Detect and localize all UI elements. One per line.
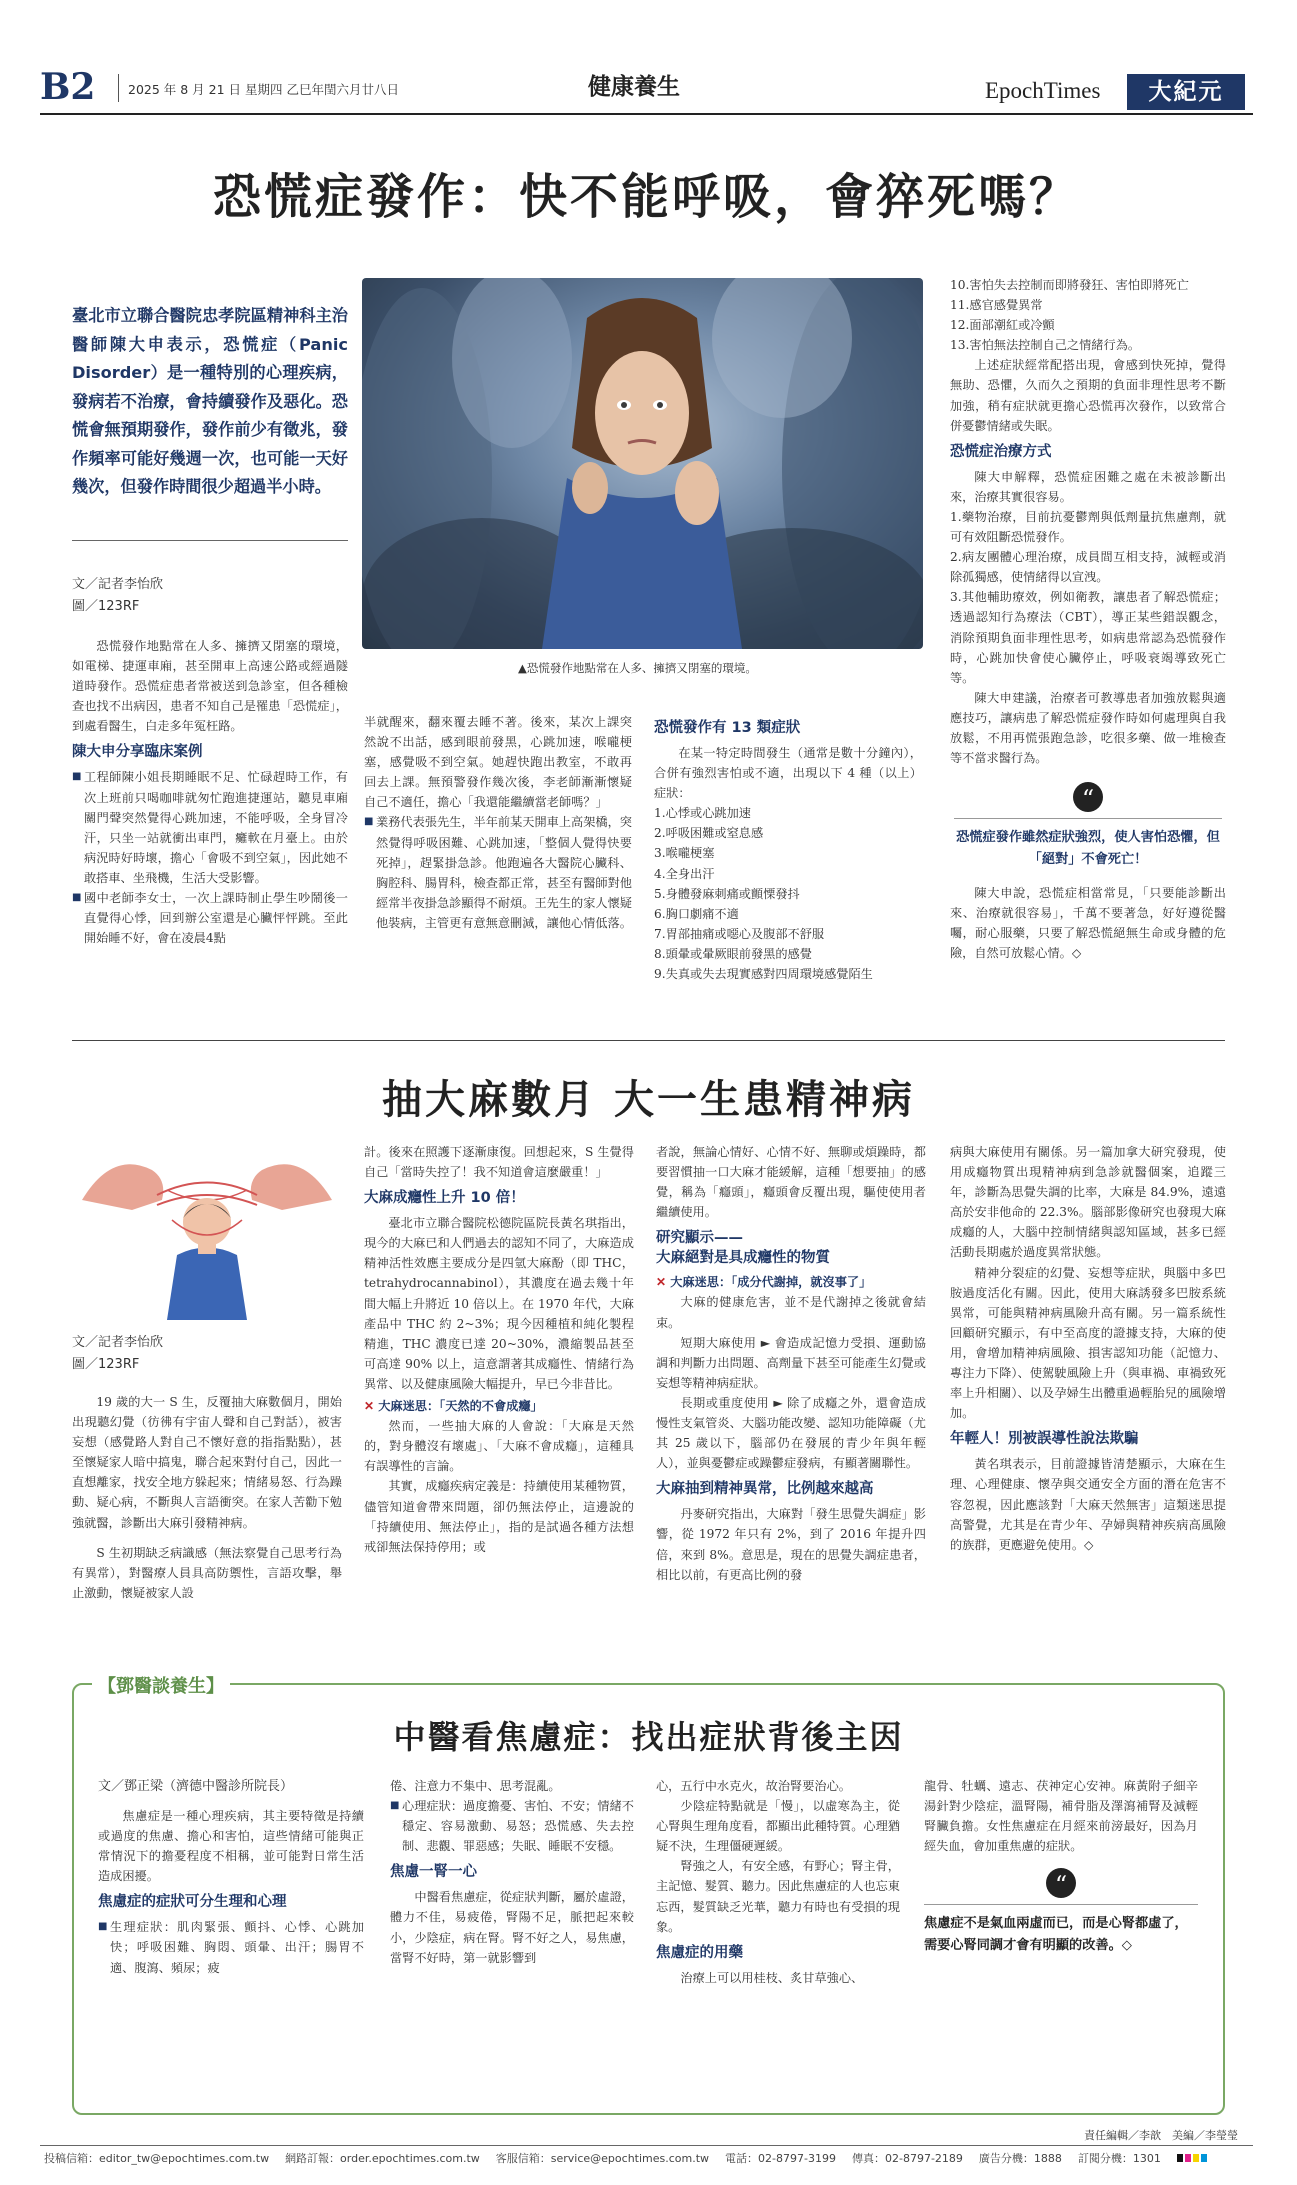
order-url: 網路訂報：order.epochtimes.com.tw xyxy=(285,2152,480,2165)
case-item: ■ 工程師陳小姐長期睡眠不足、忙碌趕時工作，有次上班前只喝咖啡就匆忙跑進捷運站，聽見車廂關門聲突然覺得心跳加速，不能呼吸，全身冒冷汗，只坐一站就衝出車門，癱軟在月臺上。由於病況時好時壞，擔心「會吸不到空氣」，因此她不敢搭車、坐飛機，生活大受影響。 xyxy=(72,767,348,888)
editors-credit: 責任編輯／李歆 美編／李瑩瑩 xyxy=(1084,2129,1238,2142)
paragraph: 精神分裂症的幻覺、妄想等症狀，與腦中多巴胺過度活化有關。因此，使用大麻誘發多巴胺系統異常，可能與精神病風險升高有關。另一篇系統性回顧研究顯示，有中至高度的證據支持，大麻的使用，會增加精神病風險、損害認知功能（記憶力、專注力下降）、使駕駛風險上升（與車禍、車禍致死率上升相關）、以及孕婦生出體重過輕胎兒的風險增加。 xyxy=(950,1265,1226,1421)
subheading: 焦慮症的用藥 xyxy=(656,1944,743,1961)
article2-illustration xyxy=(72,1140,342,1320)
article3-byline: 文／鄧正梁（濟德中醫診所院長） xyxy=(98,1779,294,1794)
subheading: 陳大申分享臨床案例 xyxy=(72,744,203,761)
symptom-item: 8.頭暈或暈厥眼前發黑的感覺 xyxy=(654,946,812,961)
photo-credit: 圖／123RF xyxy=(72,1357,140,1372)
case-item: ■ 業務代表張先生，半年前某天開車上高架橋，突然覺得呼吸困難、心跳加速，「整個人覺得快要死掉」，趕緊掛急診。他跑遍各大醫院心臟科、胸腔科、腸胃科，檢查都正常，甚至有醫師對他經常半夜掛急診顯得不耐煩。王先生的家人懷疑他裝病，主管更有意無意刪減，讓他心情低落。 xyxy=(364,812,632,933)
paragraph: 19 歲的大一 S 生，反覆抽大麻數個月，開始出現聽幻覺（彷彿有宇宙人聲和自己對話），被害妄想（感覺路人對自己不懷好意的指指點點），甚至懷疑家人暗中搞鬼，聯合起來對付自己，因此一直想離家，找安全地方躲起來；情緒易怒、行為躁動、疑心病，不斷與人言語衝突。在家人苦勸下勉強就醫，診斷出大麻引發精神病。 xyxy=(72,1395,342,1530)
symptom-list xyxy=(654,803,922,984)
color-bars xyxy=(1177,2150,1207,2166)
article1-column-3 xyxy=(654,718,922,984)
column-tag: 【鄧醫談養生】 xyxy=(92,1672,230,1698)
paragraph: 其實，成癮疾病定義是：持續使用某種物質，儘管知道會帶來問題，卻仍無法停止，這邊說的「持續使用、無法停止」，指的是試過各種方法想戒卻無法保持停用；或 xyxy=(364,1479,634,1554)
header-divider xyxy=(118,74,119,102)
symptom-item: 3.喉嚨梗塞 xyxy=(654,846,715,861)
article1-column-2 xyxy=(364,712,632,933)
paragraph: 少陰症特點就是「慢」，以虛寒為主，從心腎與生理角度看，都顯出此種特質。心理猶疑不決，生理僵硬遲緩。 xyxy=(656,1799,900,1854)
service-email: 客服信箱：service@epochtimes.com.tw xyxy=(495,2152,710,2165)
page-header xyxy=(0,0,1297,120)
paragraph: S 生初期缺乏病識感（無法察覺自己思考行為有異常），對醫療人員具高防禦性，言語攻擊，舉止激動，懷疑被家人設 xyxy=(72,1545,342,1600)
article2-headline: 抽大麻數月 大一生患精神病 xyxy=(382,1076,915,1123)
article3-headline: 中醫看焦慮症：找出症狀背後主因 xyxy=(393,1718,904,1756)
article1-column-1 xyxy=(72,636,348,948)
paragraph: 者說，無論心情好、心情不好、無聊或煩躁時，都要習慣抽一口大麻才能緩解，這種「想要抽」的感覺，稱為「癮頭」，癮頭會反覆出現，驅使使用者繼續使用。 xyxy=(656,1145,926,1220)
article2-column-2 xyxy=(364,1142,634,1557)
paragraph: 中醫看焦慮症，從症狀判斷，屬於虛證，體力不佳，易疲倦，腎陽不足，脈把起來較小，少陰症，病在腎。腎不好之人，易焦慮，當腎不好時，第一就影響到 xyxy=(390,1890,634,1965)
quote-icon: “ xyxy=(1046,1868,1076,1898)
fax: 傳真：02-8797-2189 xyxy=(851,2152,963,2165)
ad-ext: 廣告分機：1888 xyxy=(978,2152,1062,2165)
author: 文／記者李怡欣 xyxy=(72,577,164,592)
paragraph: 焦慮症是一種心理疾病，其主要特徵是持續或過度的焦慮、擔心和害怕，這些情緒可能與正常情況下的擔憂程度不相稱，並可能對日常生活造成困擾。 xyxy=(98,1809,364,1884)
treatment-item: 2.病友團體心理治療，成員間互相支持，減輕或消除孤獨感，使情緒得以宣洩。 xyxy=(950,550,1226,585)
section-divider xyxy=(72,1040,1225,1041)
photo-credit: 圖／123RF xyxy=(72,599,140,614)
phone: 電話：02-8797-3199 xyxy=(725,2152,836,2165)
paragraph: 心，五行中水克火，故治腎要治心。 xyxy=(656,1779,851,1793)
paragraph: 長期或重度使用 ► 除了成癮之外，還會造成慢性支氣管炎、大腦功能改變、認知功能障礙（尤其 25 歲以下，腦部仍在發展的青少年與年輕人），並與憂鬱症或躁鬱症發病，有顯著關聯性。 xyxy=(656,1395,926,1471)
symptom-item: 12.面部潮紅或冷顫 xyxy=(950,318,1055,333)
paragraph: 恐慌發作地點常在人多、擁擠又閉塞的環境，如電梯、捷運車廂，甚至開車上高速公路或經過隧道時發作。恐慌症患者常被送到急診室，但各種檢查也找不出病因，患者不知自己是罹患「恐慌症」，到處看醫生，白走多年冤枉路。 xyxy=(72,639,348,734)
paragraph: 短期大麻使用 ► 會造成記憶力受損、運動協調和判斷力出問題、高劑量下甚至可能產生幻覺或妄想等精神病症狀。 xyxy=(656,1335,926,1390)
article2-column-1 xyxy=(72,1392,342,1603)
article1-photo xyxy=(362,278,923,649)
article3-column-2 xyxy=(390,1776,634,1968)
paragraph: 倦、注意力不集中、思考混亂。 xyxy=(390,1779,561,1793)
header-rule xyxy=(40,113,1253,115)
symptom-item: 9.失真或失去現實感對四周環境感覺陌生 xyxy=(654,967,873,982)
symptom-item: 5.身體發麻刺痛或顫慄發抖 xyxy=(654,886,800,901)
treatment-list xyxy=(950,507,1226,688)
section-title: 健康養生 xyxy=(588,73,680,100)
page-number: B2 xyxy=(40,66,96,108)
symptom-item: 7.胃部抽痛或噁心及腹部不舒服 xyxy=(654,926,825,941)
paragraph: 陳大申說，恐慌症相當常見，「只要能診斷出來、治療就很容易」，千萬不要著急，好好遵從醫囑，耐心服藥，只要了解恐慌絕無生命或身體的危險，自然可放鬆心情。◇ xyxy=(950,886,1226,961)
symptom-item: 11.感官感覺異常 xyxy=(950,298,1043,313)
subheading: 大麻抽到精神異常，比例越來越高 xyxy=(656,1481,874,1498)
subheading-line: 研究顯示—— xyxy=(656,1230,743,1247)
subheading-line: 大麻絕對是具成癮性的物質 xyxy=(656,1250,830,1267)
symptom-item: 13.害怕無法控制自己之情緒行為。 xyxy=(950,338,1141,353)
pull-quote xyxy=(954,782,1222,871)
symptom-item: 6.胸口劇痛不適 xyxy=(654,906,739,921)
article3-column-3 xyxy=(656,1776,900,1988)
article2-column-4 xyxy=(950,1142,1226,1555)
myth-text: 大麻迷思：「天然的不會成癮」 xyxy=(378,1399,543,1414)
paragraph: 臺北市立聯合醫院松德院區院長黃名琪指出，現今的大麻已和人們過去的認知不同了，大麻造成精神活性效應主要成分是四氫大麻酚（即 THC，tetrahydrocannabinol），其濃度在過去幾十年間大幅上升將近 10 倍以上。在 1970 年代，大麻產品中 THC 約 2~3%；現今因種植和純化製程精進，THC 濃度已達 20~30%，濃縮製品甚至可高達 90% 以上，這意謂著其成癮性、情緒行為異常、以及健康風險大幅提升，早已今非昔比。 xyxy=(364,1216,634,1391)
paragraph: 上述症狀經常配搭出現，會感到快死掉，覺得無助、恐懼，久而久之預期的負面非理性思考不斷加強，稍有症狀就更擔心恐慌再次發作，以致常合併憂鬱情緒或失眠。 xyxy=(950,358,1226,433)
symptom-item: 10.害怕失去控制而即將發狂、害怕即將死亡 xyxy=(950,278,1189,292)
symptom-item: ■ 生理症狀：肌肉緊張、顫抖、心悸、心跳加快；呼吸困難、胸悶、頭暈、出汗；腸胃不適、腹瀉、頻尿；疲 xyxy=(98,1917,364,1977)
paragraph: 在某一特定時間發生（通常是數十分鐘內），合併有強烈害怕或不適，出現以下 4 種（以上）症狀： xyxy=(654,746,922,801)
sub-ext: 訂閱分機：1301 xyxy=(1077,2152,1161,2165)
brand-logo xyxy=(1127,74,1245,110)
footer-rule xyxy=(40,2145,1253,2146)
brand-name-en: EpochTimes xyxy=(985,78,1101,103)
pull-quote-text: 恐慌症發作雖然症狀強烈，使人害怕恐懼，但「絕對」不會死亡！ xyxy=(956,830,1220,868)
myth-text: 大麻迷思：「成分代謝掉，就沒事了」 xyxy=(670,1275,872,1290)
pull-quote-text: 焦慮症不是氣血兩虛而已，而是心腎都虛了，需要心腎同調才會有明顯的改善。◇ xyxy=(924,1916,1188,1954)
symptom-item: ■ 心理症狀：過度擔憂、害怕、不安；情緒不穩定、容易激動、易怒；恐慌感、失去控制、悲觀、罪惡感；失眠、睡眠不安穩。 xyxy=(390,1796,634,1856)
issue-date: 2025 年 8 月 21 日 星期四 乙巳年閏六月廿八日 xyxy=(128,82,399,97)
pull-quote xyxy=(924,1868,1198,1957)
paragraph: 陳大申解釋，恐慌症困難之處在未被診斷出來，治療其實很容易。 xyxy=(950,469,1226,504)
paragraph: 計。後來在照護下逐漸康復。回想起來，S 生覺得自己「當時失控了！我不知道會這麼嚴重！」 xyxy=(364,1145,634,1180)
subheading: 恐慌症治療方式 xyxy=(950,443,1052,460)
article1-headline: 恐慌症發作：快不能呼吸，會猝死嗎？ xyxy=(212,169,1080,225)
hands-pulling-head-illustration xyxy=(72,1140,342,1320)
author: 文／記者李怡欣 xyxy=(72,1335,164,1350)
paragraph: 黃名琪表示，目前證據皆清楚顯示，大麻在生理、心理健康、懷孕與交通安全方面的潛在危害不容忽視，因此應該對「大麻天然無害」這類迷思提高警覺，尤其是在青少年、孕婦與精神疾病高風險的族群，更應避免使用。◇ xyxy=(950,1457,1226,1552)
symptom-item: 2.呼吸困難或窒息感 xyxy=(654,826,764,841)
paragraph: 丹麥研究指出，大麻對「發生思覺失調症」影響，從 1972 年只有 2%，到了 2016 年提升四倍，來到 8%。意思是，現在的思覺失調症患者，相比以前，有更高比例的發 xyxy=(656,1507,926,1582)
article2-column-3 xyxy=(656,1142,926,1585)
x-mark-icon: ✕ xyxy=(656,1275,667,1290)
lead-rule xyxy=(72,540,348,541)
subheading: 焦慮一腎一心 xyxy=(390,1864,477,1881)
symptom-item: 1.心悸或心跳加速 xyxy=(654,806,751,821)
panic-woman-illustration xyxy=(362,278,923,649)
subheading: 恐慌發作有 13 類症狀 xyxy=(654,720,801,736)
symptom-list-cont xyxy=(950,275,1226,355)
brand-name-zh: 大紀元 xyxy=(1148,78,1224,105)
paragraph: 然而，一些抽大麻的人會說：「大麻是天然的，對身體沒有壞處」、「大麻不會成癮」，這種具有誤導性的言論。 xyxy=(364,1419,634,1474)
case-item: ■ 國中老師李女士，一次上課時制止學生吵鬧後一直覺得心悸，回到辦公室還是心臟怦怦跳。至此開始睡不好，會在凌晨4點 xyxy=(72,888,348,948)
paragraph: 腎強之人，有安全感，有野心；腎主骨，主記憶、髮質、聽力。因此焦慮症的人也忘東忘西，髮質缺乏光華，聽力有時也有受損的現象。 xyxy=(656,1859,900,1934)
paragraph: 大麻的健康危害，並不是代謝掉之後就會結束。 xyxy=(656,1295,926,1330)
treatment-item: 3.其他輔助療效，例如衛教，讓患者了解恐慌症；透過認知行為療法（CBT），導正某些錯誤觀念，消除預期負面非理性思考，如病患常認為恐慌發作時，心跳加快會使心臟停止，呼吸衰竭導致死亡等。 xyxy=(950,590,1226,685)
myth-callout xyxy=(656,1272,926,1292)
quote-icon: “ xyxy=(1073,782,1103,812)
paragraph: 龍骨、牡蠣、遠志、茯神定心安神。麻黃附子細辛湯針對少陰症，溫腎陽，補骨脂及澤瀉補腎及減輕腎臟負擔。女性焦慮症在月經來前滂最好，因為月經失血，會加重焦慮的症狀。 xyxy=(924,1779,1198,1854)
footer-info xyxy=(44,2150,1254,2166)
article3-column-4 xyxy=(924,1776,1198,1957)
subheading: 年輕人！別被誤導性說法欺騙 xyxy=(950,1431,1139,1448)
article3-column-1 xyxy=(98,1776,364,1978)
submit-email: 投稿信箱：editor_tw@epochtimes.com.tw xyxy=(44,2152,270,2165)
paragraph: 半就醒來，翻來覆去睡不著。後來，某次上課突然說不出話，感到眼前發黑，心跳加速，喉嚨梗塞，感覺吸不到空氣。她趕快跑出教室，不敢再回去上課。無預警發作幾次後，李老師漸漸懷疑自己不適任，擔心「我還能繼續當老師嗎？」 xyxy=(364,715,632,810)
treatment-item: 1.藥物治療，目前抗憂鬱劑與低劑量抗焦慮劑，就可有效阻斷恐慌發作。 xyxy=(950,509,1226,545)
photo-caption: ▲恐慌發作地點常在人多、擁擠又閉塞的環境。 xyxy=(518,661,757,675)
article1-column-4 xyxy=(950,275,1226,964)
article2-byline xyxy=(72,1332,342,1376)
subheading: 大麻成癮性上升 10 倍！ xyxy=(364,1190,525,1207)
subheading xyxy=(656,1228,926,1268)
paragraph: 治療上可以用桂枝、炙甘草強心、 xyxy=(680,1970,864,1985)
symptom-item: 4.全身出汗 xyxy=(654,866,715,881)
subheading: 焦慮症的症狀可分生理和心理 xyxy=(98,1894,287,1911)
article1-lead: 臺北市立聯合醫院忠孝院區精神科主治醫師陳大申表示，恐慌症（Panic Disorder）是一種特別的心理疾病，發病若不治療，會持續發作及惡化。恐慌會無預期發作，發作前少有徵兆，發作頻率可能好幾週一次，也可能一天好幾次，但發作時間很少超過半小時。 xyxy=(72,306,348,496)
myth-callout xyxy=(364,1396,634,1416)
paragraph: 陳大申建議，治療者可教導患者加強放鬆與適應技巧，讓病患了解恐慌症發作時如何處理與自我放鬆，不用再慌張跑急診，吃很多藥、做一堆檢查等不當求醫行為。 xyxy=(950,690,1226,766)
article1-byline xyxy=(72,574,348,618)
x-mark-icon: ✕ xyxy=(364,1399,375,1414)
paragraph: 病與大麻使用有關係。另一篇加拿大研究發現，使用成癮物質出現精神病到急診就醫個案，追蹤三年，診斷為思覺失調的比率，大麻是 84.9%，遠遠高於安非他命的 22.3%。腦部影像研究也發現大麻成癮的人，大腦中控制情緒與認知區域，甚多已經活動長期處於過度異常狀態。 xyxy=(950,1145,1226,1260)
